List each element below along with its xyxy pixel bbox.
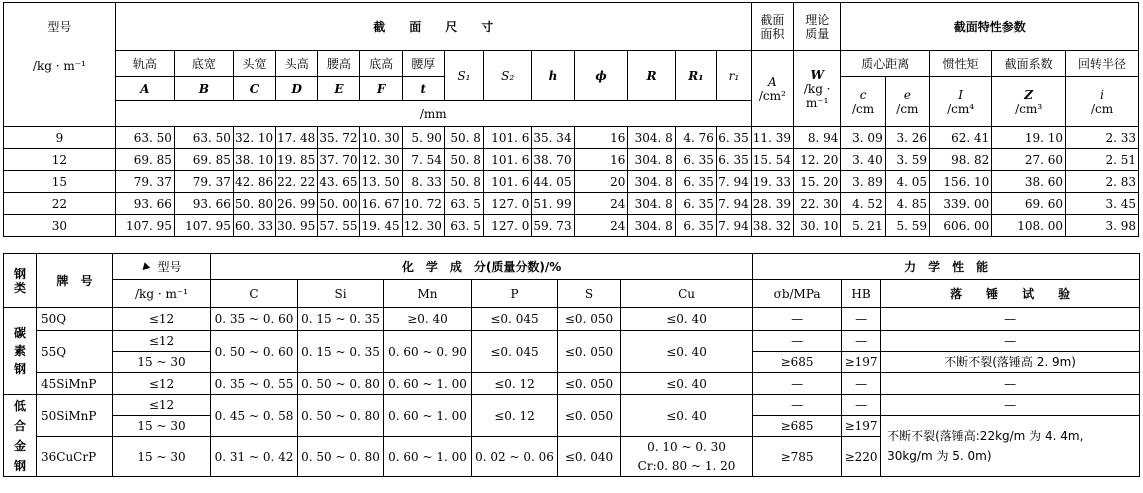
dim-name: 腰高 — [318, 51, 360, 77]
rail-value-cell: 50. 80 — [233, 193, 275, 215]
rail-value-cell: 24 — [574, 215, 628, 237]
model-55q-a: ≤12 — [113, 331, 211, 352]
rail-value-cell: 63. 50 — [174, 127, 233, 149]
mech-header: 力 学 性 能 — [753, 254, 1140, 280]
drop-50s-a: — — [881, 395, 1140, 416]
sigma-50s-b: ≥685 — [753, 416, 842, 437]
rail-value-cell: 101. 6 — [483, 149, 532, 171]
mn-45: 0. 60 ~ 1. 00 — [384, 373, 472, 395]
steel-type-header: 钢 类 — [4, 254, 37, 308]
sym-r1-small: r₁ — [716, 51, 751, 101]
rail-value-cell: 50. 8 — [444, 149, 483, 171]
rail-value-cell: 32. 10 — [233, 127, 275, 149]
cu-45: ≤0. 40 — [621, 373, 753, 395]
rail-value-cell: 38. 60 — [992, 171, 1066, 193]
dim-name: 轨高 — [115, 51, 174, 77]
mn-55q: 0. 60 ~ 0. 90 — [384, 331, 472, 373]
rail-value-cell: 10. 30 — [360, 127, 402, 149]
rail-value-cell: 50. 00 — [318, 193, 360, 215]
rail-value-cell: 127. 0 — [483, 193, 532, 215]
mass-unit-cell: W /kg · m⁻¹ — [793, 51, 840, 127]
rail-value-cell: 19. 10 — [992, 127, 1066, 149]
rail-value-cell: 6. 35 — [675, 193, 716, 215]
sigma-45: — — [753, 373, 842, 395]
rail-value-cell: 6. 35 — [675, 171, 716, 193]
el-s: S — [558, 280, 621, 308]
rail-value-cell: 304. 8 — [628, 215, 675, 237]
rail-value-cell: 3. 59 — [885, 149, 929, 171]
rail-value-cell: 304. 8 — [628, 149, 675, 171]
rail-value-cell: 20 — [574, 171, 628, 193]
rail-value-cell: 107. 95 — [115, 215, 174, 237]
i-cell: I /cm⁴ — [930, 77, 992, 127]
model-header — [4, 3, 116, 127]
model-50s-b: 15 ~ 30 — [113, 416, 211, 437]
grade-header: 牌 号 — [37, 254, 113, 308]
rail-data-body — [4, 127, 1139, 237]
s-50q: ≤0. 050 — [558, 308, 621, 331]
rail-value-cell: 22. 22 — [276, 171, 318, 193]
rail-value-cell: 69. 85 — [115, 149, 174, 171]
rail-value-cell: 15. 20 — [793, 171, 840, 193]
el-si: Si — [298, 280, 384, 308]
rail-value-cell: 3. 45 — [1066, 193, 1139, 215]
rail-value-cell: 63. 5 — [444, 215, 483, 237]
rail-value-cell: 12. 30 — [402, 215, 444, 237]
model-header-label: 型号 — [47, 20, 72, 34]
rail-value-cell: 2. 51 — [1066, 149, 1139, 171]
hb-45: — — [842, 373, 881, 395]
el-c: C — [211, 280, 298, 308]
rail-value-cell: 63. 5 — [444, 193, 483, 215]
sigma-50q: — — [753, 308, 842, 331]
rail-value-cell: 42. 86 — [233, 171, 275, 193]
cu-55q: ≤0. 40 — [621, 331, 753, 373]
sym-e: E — [318, 77, 360, 101]
rail-value-cell: 37. 70 — [318, 149, 360, 171]
rail-value-cell: 69. 60 — [992, 193, 1066, 215]
drop-55q-a: — — [881, 331, 1140, 352]
rail-value-cell: 127. 0 — [483, 215, 532, 237]
mn-50q: ≥0. 40 — [384, 308, 472, 331]
rail-value-cell: 93. 66 — [174, 193, 233, 215]
rail-value-cell: 69. 85 — [174, 149, 233, 171]
sym-r1: R₁ — [675, 51, 716, 101]
radius-header: 回转半径 — [1066, 51, 1139, 77]
model-unit: /kg · m⁻¹ — [32, 59, 86, 73]
rail-value-cell: 5. 59 — [885, 215, 929, 237]
mn-50s: 0. 60 ~ 1. 00 — [384, 395, 472, 437]
p-36: 0. 02 ~ 0. 06 — [472, 437, 558, 477]
rail-value-cell: 16 — [574, 127, 628, 149]
drop-50q: — — [881, 308, 1140, 331]
rail-value-cell: 7. 94 — [716, 193, 751, 215]
cu-36: 0. 10 ~ 0. 30 Cr:0. 80 ~ 1. 20 — [621, 437, 753, 477]
props-header: 截面特性参数 — [841, 3, 1139, 51]
hb-36: ≥220 — [842, 437, 881, 477]
rail-value-cell: 35. 34 — [532, 127, 574, 149]
s-55q: ≤0. 050 — [558, 331, 621, 373]
cu-50q: ≤0. 40 — [621, 308, 753, 331]
dim-name: 底高 — [360, 51, 402, 77]
p-50q: ≤0. 045 — [472, 308, 558, 331]
rail-value-cell: 7. 54 — [402, 149, 444, 171]
alloy-steel-label: 低 合 金 钢 — [4, 395, 37, 477]
sym-t: t — [402, 77, 444, 101]
rail-value-cell: 12. 20 — [793, 149, 840, 171]
c-45: 0. 35 ~ 0. 55 — [211, 373, 298, 395]
rail-value-cell: 6. 35 — [716, 127, 751, 149]
p-45: ≤0. 12 — [472, 373, 558, 395]
rail-value-cell: 5. 90 — [402, 127, 444, 149]
rail-value-cell: 22. 30 — [793, 193, 840, 215]
rail-value-cell: 606. 00 — [930, 215, 992, 237]
rail-value-cell: 63. 50 — [115, 127, 174, 149]
si-45: 0. 50 ~ 0. 80 — [298, 373, 384, 395]
si-55q: 0. 15 ~ 0. 35 — [298, 331, 384, 373]
rail-value-cell: 10. 72 — [402, 193, 444, 215]
rail-row — [4, 149, 1139, 171]
rail-model-cell: 22 — [4, 193, 116, 215]
rail-value-cell: 19. 33 — [751, 171, 793, 193]
rail-value-cell: 30. 95 — [276, 215, 318, 237]
rail-value-cell: 50. 8 — [444, 127, 483, 149]
si-36: 0. 50 ~ 0. 80 — [298, 437, 384, 477]
rail-value-cell: 30. 10 — [793, 215, 840, 237]
e-cell: e /cm — [885, 77, 929, 127]
rail-value-cell: 101. 6 — [483, 171, 532, 193]
model-45: ≤12 — [113, 373, 211, 395]
rail-row — [4, 215, 1139, 237]
modulus-header: 截面系数 — [992, 51, 1066, 77]
sym-h: h — [532, 51, 574, 101]
hb-55q-b: ≥197 — [842, 352, 881, 373]
rail-value-cell: 6. 35 — [675, 149, 716, 171]
rail-value-cell: 24 — [574, 193, 628, 215]
hb-55q-a: — — [842, 331, 881, 352]
sym-s2: S₂ — [483, 51, 532, 101]
rail-value-cell: 8. 94 — [793, 127, 840, 149]
sym-r: R — [628, 51, 675, 101]
grade-55q: 55Q — [37, 331, 113, 373]
rail-value-cell: 6. 35 — [716, 149, 751, 171]
rail-value-cell: 3. 09 — [841, 127, 885, 149]
rail-value-cell: 6. 35 — [675, 215, 716, 237]
model-55q-b: 15 ~ 30 — [113, 352, 211, 373]
mass-header: 理论 质量 — [793, 3, 840, 51]
rail-value-cell: 101. 6 — [483, 127, 532, 149]
model-header-2: 型号 — [113, 254, 211, 280]
rail-model-cell: 12 — [4, 149, 116, 171]
rail-value-cell: 3. 40 — [841, 149, 885, 171]
rail-value-cell: 38. 70 — [532, 149, 574, 171]
sym-a: A — [115, 77, 174, 101]
rail-value-cell: 3. 26 — [885, 127, 929, 149]
sigma-36: ≥785 — [753, 437, 842, 477]
hb-header: HB — [842, 280, 881, 308]
el-p: P — [472, 280, 558, 308]
drop-header: 落 锤 试 验 — [881, 280, 1140, 308]
drop-55q-b: 不断不裂(落锤高 2. 9m) — [881, 352, 1140, 373]
rail-value-cell: 4. 76 — [675, 127, 716, 149]
rail-value-cell: 3. 89 — [841, 171, 885, 193]
mn-36: 0. 60 ~ 1. 00 — [384, 437, 472, 477]
s-36: ≤0. 040 — [558, 437, 621, 477]
rail-value-cell: 156. 10 — [930, 171, 992, 193]
sym-s1: S₁ — [444, 51, 483, 101]
rail-value-cell: 339. 00 — [930, 193, 992, 215]
rail-value-cell: 12. 30 — [360, 149, 402, 171]
rail-value-cell: 107. 95 — [174, 215, 233, 237]
model-50q: ≤12 — [113, 308, 211, 331]
rail-value-cell: 304. 8 — [628, 171, 675, 193]
model-50s-a: ≤12 — [113, 395, 211, 416]
rail-value-cell: 44. 05 — [532, 171, 574, 193]
rail-value-cell: 4. 52 — [841, 193, 885, 215]
rail-value-cell: 8. 33 — [402, 171, 444, 193]
mm-unit: /mm — [115, 101, 751, 127]
chem-header: 化 学 成 分(质量分数)/% — [211, 254, 753, 280]
rail-value-cell: 304. 8 — [628, 193, 675, 215]
p-55q: ≤0. 045 — [472, 331, 558, 373]
rail-value-cell: 38. 10 — [233, 149, 275, 171]
rail-value-cell: 7. 94 — [716, 171, 751, 193]
c-36: 0. 31 ~ 0. 42 — [211, 437, 298, 477]
grade-45simnp: 45SiMnP — [37, 373, 113, 395]
rail-value-cell: 15. 54 — [751, 149, 793, 171]
rail-value-cell: 11. 39 — [751, 127, 793, 149]
z-cell: Z /cm³ — [992, 77, 1066, 127]
grade-36cucrp: 36CuCrP — [37, 437, 113, 477]
model-unit-2: /kg · m⁻¹ — [113, 280, 211, 308]
rail-value-cell: 28. 39 — [751, 193, 793, 215]
rail-value-cell: 59. 73 — [532, 215, 574, 237]
s-45: ≤0. 050 — [558, 373, 621, 395]
rail-value-cell: 79. 37 — [174, 171, 233, 193]
dim-name: 头宽 — [233, 51, 275, 77]
grade-50q: 50Q — [37, 308, 113, 331]
rail-value-cell: 50. 8 — [444, 171, 483, 193]
rail-value-cell: 4. 05 — [885, 171, 929, 193]
cu-50s: ≤0. 40 — [621, 395, 753, 437]
p-50s: ≤0. 12 — [472, 395, 558, 437]
arrow-mark-icon — [140, 262, 151, 273]
s-50s: ≤0. 050 — [558, 395, 621, 437]
rail-value-cell: 93. 66 — [115, 193, 174, 215]
rail-value-cell: 79. 37 — [115, 171, 174, 193]
sym-phi: ϕ — [574, 51, 628, 101]
rail-value-cell: 43. 65 — [318, 171, 360, 193]
rail-value-cell: 38. 32 — [751, 215, 793, 237]
rail-value-cell: 60. 33 — [233, 215, 275, 237]
rail-model-cell: 9 — [4, 127, 116, 149]
rail-value-cell: 17. 48 — [276, 127, 318, 149]
c-50s: 0. 45 ~ 0. 58 — [211, 395, 298, 437]
rail-value-cell: 26. 99 — [276, 193, 318, 215]
sigma-55q-a: — — [753, 331, 842, 352]
dim-name: 头高 — [276, 51, 318, 77]
area-header: 截面 面积 — [751, 3, 793, 51]
sym-d: D — [276, 77, 318, 101]
hb-50q: — — [842, 308, 881, 331]
rail-model-cell: 15 — [4, 171, 116, 193]
rail-value-cell: 304. 8 — [628, 127, 675, 149]
dim-name: 腰厚 — [402, 51, 444, 77]
el-mn: Mn — [384, 280, 472, 308]
si-50s: 0. 50 ~ 0. 80 — [298, 395, 384, 437]
drop-45: — — [881, 373, 1140, 395]
el-cu: Cu — [621, 280, 753, 308]
rail-section-table — [3, 2, 1139, 237]
drop-alloy: 不断不裂(落锤高:22kg/m 为 4. 4m, 30kg/m 为 5. 0m) — [881, 416, 1140, 477]
rail-value-cell: 57. 55 — [318, 215, 360, 237]
radius-cell: i /cm — [1066, 77, 1139, 127]
rail-value-cell: 4. 85 — [885, 193, 929, 215]
c-cell: c /cm — [841, 77, 885, 127]
rail-row — [4, 127, 1139, 149]
sym-c: C — [233, 77, 275, 101]
rail-value-cell: 7. 94 — [716, 215, 751, 237]
rail-value-cell: 16 — [574, 149, 628, 171]
rail-value-cell: 19. 85 — [276, 149, 318, 171]
grade-50simnp: 50SiMnP — [37, 395, 113, 437]
rail-value-cell: 27. 60 — [992, 149, 1066, 171]
hb-50s-b: ≥197 — [842, 416, 881, 437]
area-unit-cell: A /cm² — [751, 51, 793, 127]
rail-value-cell: 2. 83 — [1066, 171, 1139, 193]
rail-value-cell: 51. 99 — [532, 193, 574, 215]
inertia-header: 惯性矩 — [930, 51, 992, 77]
sym-b: B — [174, 77, 233, 101]
rail-value-cell: 13. 50 — [360, 171, 402, 193]
rail-model-cell: 30 — [4, 215, 116, 237]
sigma-header: σb/MPa — [753, 280, 842, 308]
c-50q: 0. 35 ~ 0. 60 — [211, 308, 298, 331]
rail-value-cell: 62. 41 — [930, 127, 992, 149]
centroid-header: 质心距离 — [841, 51, 930, 77]
rail-value-cell: 5. 21 — [841, 215, 885, 237]
steel-composition-table — [3, 253, 1140, 477]
hb-50s-a: — — [842, 395, 881, 416]
sym-f: F — [360, 77, 402, 101]
rail-row — [4, 171, 1139, 193]
sigma-55q-b: ≥685 — [753, 352, 842, 373]
rail-value-cell: 35. 72 — [318, 127, 360, 149]
rail-value-cell: 3. 98 — [1066, 215, 1139, 237]
sigma-50s-a: — — [753, 395, 842, 416]
rail-value-cell: 2. 33 — [1066, 127, 1139, 149]
dim-name: 底宽 — [174, 51, 233, 77]
rail-value-cell: 98. 82 — [930, 149, 992, 171]
model-36: 15 ~ 30 — [113, 437, 211, 477]
rail-value-cell: 19. 45 — [360, 215, 402, 237]
rail-value-cell: 108. 00 — [992, 215, 1066, 237]
c-55q: 0. 50 ~ 0. 60 — [211, 331, 298, 373]
rail-row — [4, 193, 1139, 215]
si-50q: 0. 15 ~ 0. 35 — [298, 308, 384, 331]
section-dims-header: 截 面 尺 寸 — [115, 3, 751, 51]
carbon-steel-label: 碳 素 钢 — [4, 308, 37, 395]
rail-value-cell: 16. 67 — [360, 193, 402, 215]
